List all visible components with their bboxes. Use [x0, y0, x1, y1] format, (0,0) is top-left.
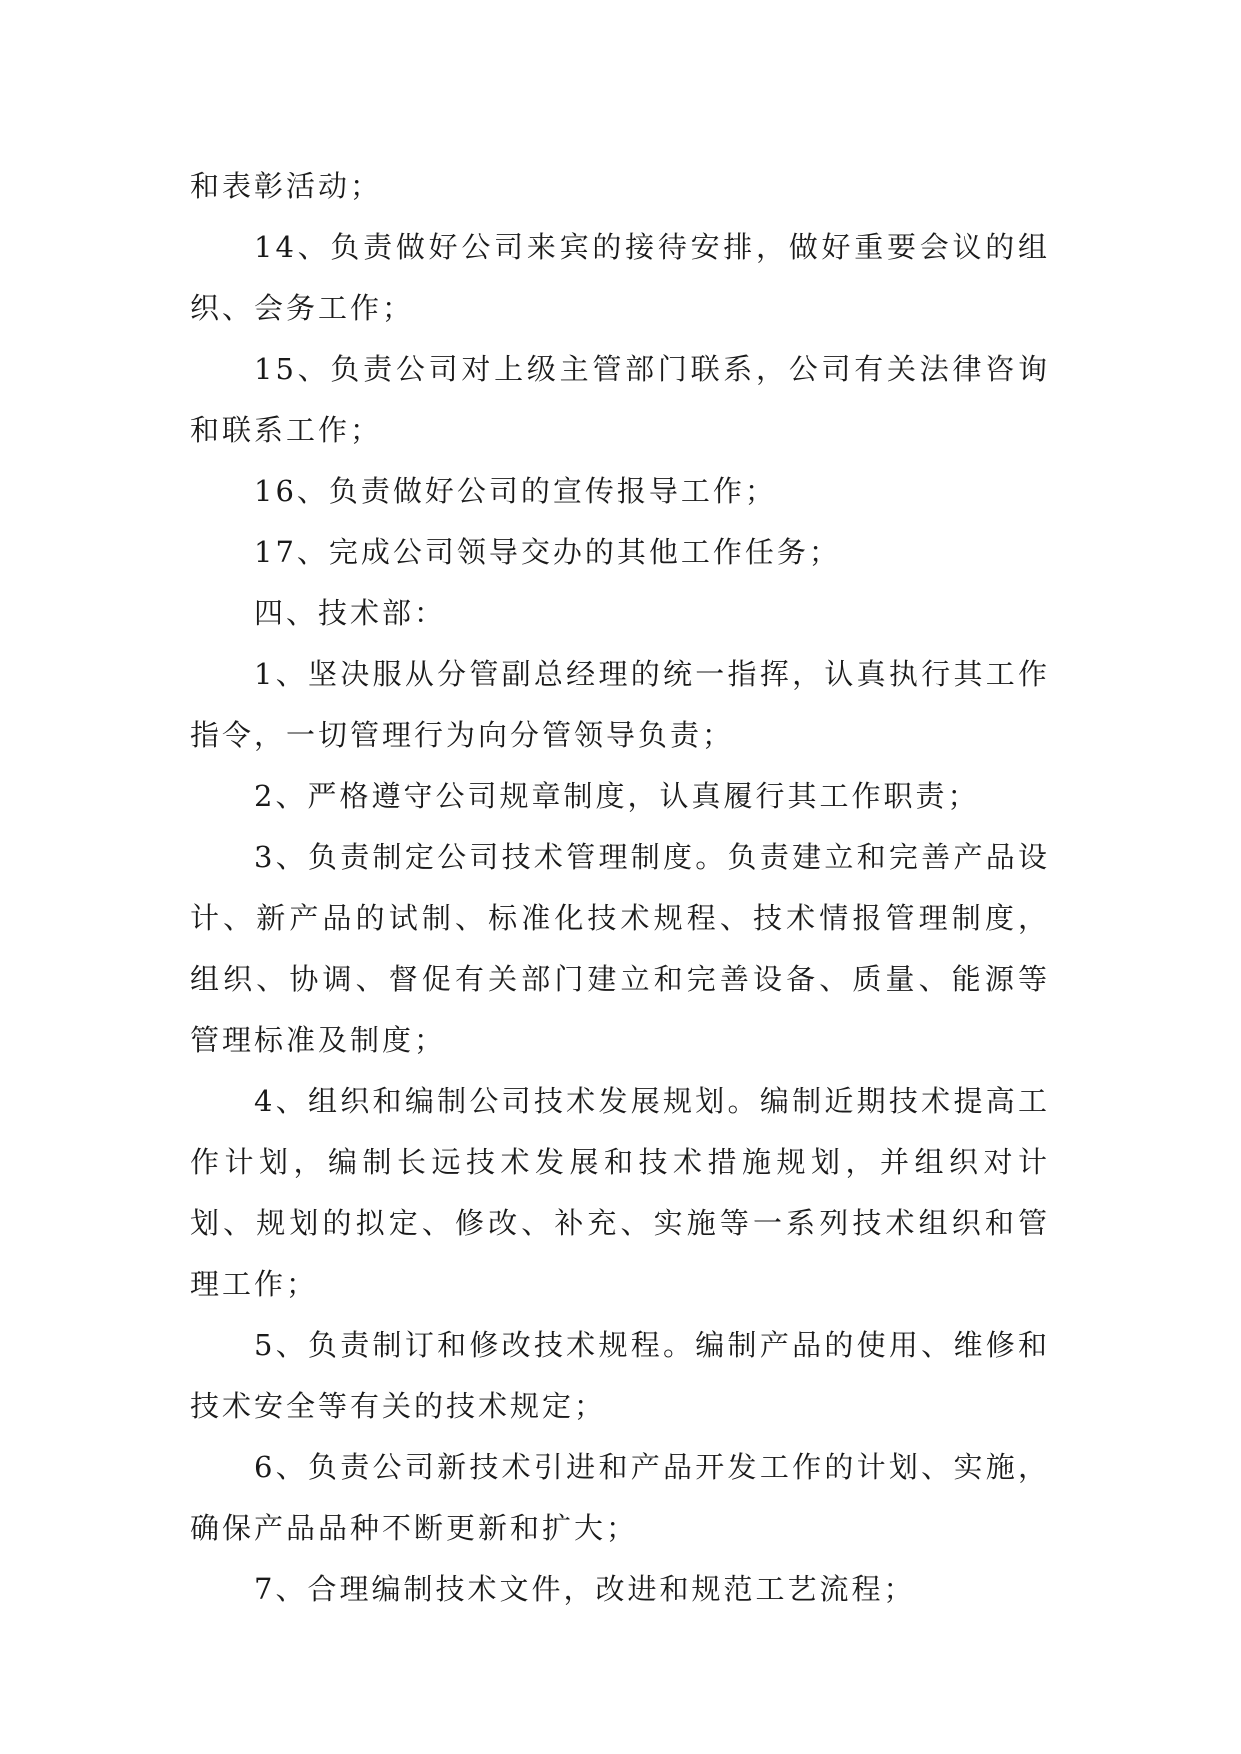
paragraph-item-14: 14、负责做好公司来宾的接待安排，做好重要会议的组织、会务工作；: [190, 230, 1050, 325]
paragraph-tech-item-1: 1、坚决服从分管副总经理的统一指挥，认真执行其工作指令，一切管理行为向分管领导负责；: [190, 657, 1050, 752]
paragraph-continuation: 和表彰活动；: [190, 169, 383, 203]
paragraph-item-16: 16、负责做好公司的宣传报导工作；: [254, 474, 777, 508]
paragraph-tech-item-5: 5、负责制订和修改技术规程。编制产品的使用、维修和技术安全等有关的技术规定；: [190, 1328, 1050, 1423]
paragraph-tech-item-3: 3、负责制定公司技术管理制度。负责建立和完善产品设计、新产品的试制、标准化技术规程、技术情报管理制度，组织、协调、督促有关部门建立和完善设备、质量、能源等管理标准及制度；: [190, 840, 1050, 1057]
paragraph-tech-item-2: 2、严格遵守公司规章制度，认真履行其工作职责；: [254, 779, 980, 813]
paragraph-item-17: 17、完成公司领导交办的其他工作任务；: [254, 535, 841, 569]
paragraph-item-15: 15、负责公司对上级主管部门联系，公司有关法律咨询和联系工作；: [190, 352, 1050, 447]
document-body: [190, 156, 1050, 1620]
section-heading-tech-dept: 四、技术部：: [254, 596, 447, 630]
paragraph-tech-item-4: 4、组织和编制公司技术发展规划。编制近期技术提高工作计划，编制长远技术发展和技术措施规划，并组织对计划、规划的拟定、修改、补充、实施等一系列技术组织和管理工作；: [190, 1084, 1050, 1301]
paragraph-tech-item-6: 6、负责公司新技术引进和产品开发工作的计划、实施，确保产品品种不断更新和扩大；: [190, 1450, 1050, 1545]
paragraph-tech-item-7: 7、合理编制技术文件，改进和规范工艺流程；: [254, 1572, 916, 1606]
